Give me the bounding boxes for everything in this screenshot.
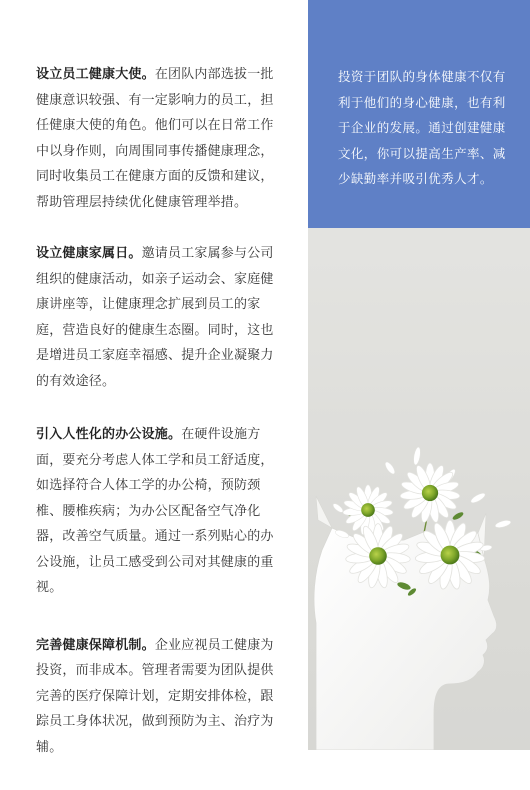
section-health-ambassador [36,62,282,215]
section-health-security [36,633,282,761]
section-body: 企业应视员工健康为投资，而非成本。管理者需要为团队提供完善的医疗保障计划，定期安排体检，跟踪员工身体状况，做到预防为主、治疗为辅。 [36,637,274,755]
section-heading: 完善健康保障机制。 [36,637,155,653]
decorative-photo [308,228,530,750]
section-heading: 引入人性化的办公设施。 [36,427,182,442]
section-office-facilities [36,422,282,601]
sidebar [308,0,530,750]
sidebar-quote: 投资于团队的身体健康不仅有利于他们的身心健康，也有利于企业的发展。通过创建健康文化，你可以提高生产率、减少缺勤率并吸引优秀人才。 [338,69,506,186]
article-column [36,62,282,790]
section-body: 邀请员工家属参与公司组织的健康活动，如亲子运动会、家庭健康讲座等，让健康理念扩展到员工的家庭，营造良好的健康生态圈。同时，这也是增进员工家庭幸福感、提升企业凝聚力的有效途径。 [36,246,274,389]
section-body: 在硬件设施方面，要充分考虑人体工学和员工舒适度，如选择符合人体工学的办公椅，预防颈椎、腰椎疾病；为办公区配备空气净化器，改善空气质量。通过一系列贴心的办公设施，让员工感受到公司对其健康的重视。 [36,427,274,595]
section-body: 在团队内部选拔一批健康意识较强、有一定影响力的员工，担任健康大使的角色。他们可以在日常工作中以身作则，向周围同事传播健康理念，同时收集员工在健康方面的反馈和建议，帮助管理层持续优化健康管理举措。 [36,67,274,210]
section-heading: 设立健康家属日。 [36,246,142,261]
quote-panel [308,0,530,228]
section-family-day [36,241,282,394]
section-heading: 设立员工健康大使。 [36,67,155,82]
head-with-flowers-illustration [308,228,530,750]
